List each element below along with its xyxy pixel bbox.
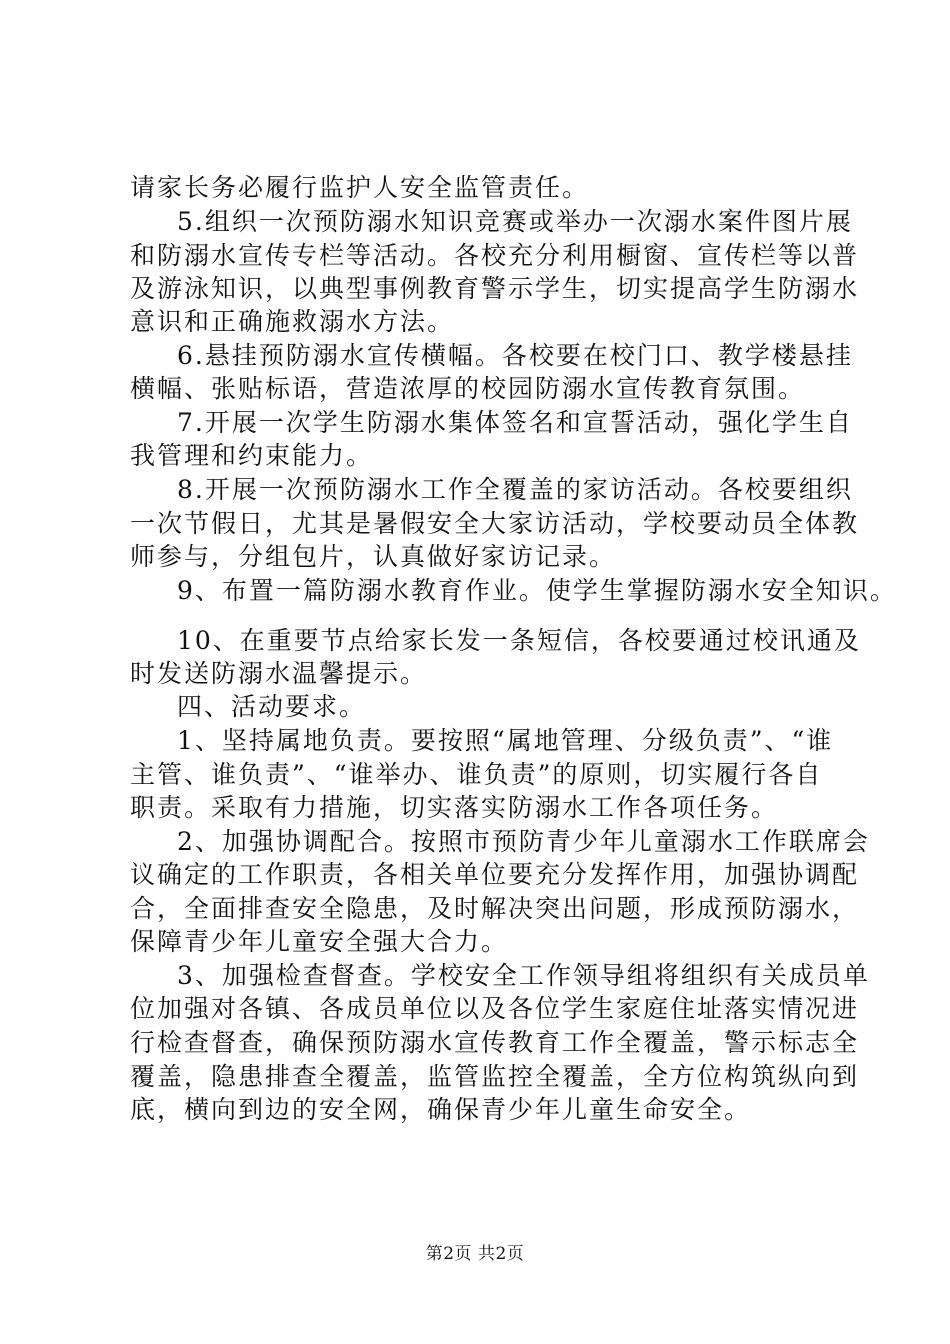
text-line: 9、布置一篇防溺水教育作业。使学生掌握防溺水安全知识。	[177, 576, 897, 605]
text-line: 7.开展一次学生防溺水集体签名和宣誓活动，强化学生自	[177, 408, 853, 437]
text-line: 底，横向到边的安全网，确保青少年儿童生命安全。	[130, 1095, 752, 1124]
text-line: 意识和正确施救溺水方法。	[130, 307, 455, 336]
text-line: 2、加强协调配合。按照市预防青少年儿童溺水工作联席会	[177, 827, 870, 856]
text-line: 行检查督查，确保预防溺水宣传教育工作全覆盖，警示标志全	[130, 1028, 860, 1057]
text-line: 覆盖，隐患排查全覆盖，监管监控全覆盖，全方位构筑纵向到	[130, 1062, 860, 1091]
text-line: 议确定的工作职责，各相关单位要充分发挥作用，加强协调配	[130, 860, 860, 889]
text-line: 位加强对各镇、各成员单位以及各位学生家庭住址落实情况进	[130, 994, 860, 1023]
text-line: 及游泳知识，以典型事例教育警示学生，切实提高学生防溺水	[130, 274, 860, 303]
text-line: 师参与，分组包片，认真做好家访记录。	[130, 542, 617, 571]
text-line: 时发送防溺水温馨提示。	[130, 659, 428, 688]
text-line: 8.开展一次预防溺水工作全覆盖的家访活动。各校要组织	[177, 475, 853, 504]
text-line: 保障青少年儿童安全强大合力。	[130, 927, 509, 956]
text-line: 请家长务必履行监护人安全监管责任。	[130, 173, 590, 202]
text-line: 职责。采取有力措施，切实落实防溺水工作各项任务。	[130, 793, 779, 822]
text-line: 一次节假日，尤其是暑假安全大家访活动，学校要动员全体教	[130, 509, 860, 538]
text-line: 3、加强检查督查。学校安全工作领导组将组织有关成员单	[177, 961, 870, 990]
text-line: 主管、谁负责”、“谁举办、谁负责”的原则，切实履行各自	[130, 760, 823, 789]
text-line: 合，全面排查安全隐患，及时解决突出问题，形成预防溺水，	[130, 894, 860, 923]
text-line: 5.组织一次预防溺水知识竞赛或举办一次溺水案件图片展	[177, 207, 853, 236]
section-heading: 四、活动要求。	[177, 692, 367, 721]
text-line: 6.悬挂预防溺水宣传横幅。各校要在校门口、教学楼悬挂	[177, 341, 853, 370]
text-line: 和防溺水宣传专栏等活动。各校充分利用橱窗、宣传栏等以普	[130, 241, 860, 270]
text-line: 10、在重要节点给家长发一条短信，各校要通过校讯通及	[177, 626, 861, 655]
text-line: 我管理和约束能力。	[130, 441, 374, 470]
text-line: 1、坚持属地负责。要按照“属地管理、分级负责”、“谁	[177, 726, 834, 755]
text-line: 横幅、张贴标语，营造浓厚的校园防溺水宣传教育氛围。	[130, 374, 806, 403]
page-footer: 第2页 共2页	[425, 1244, 525, 1264]
